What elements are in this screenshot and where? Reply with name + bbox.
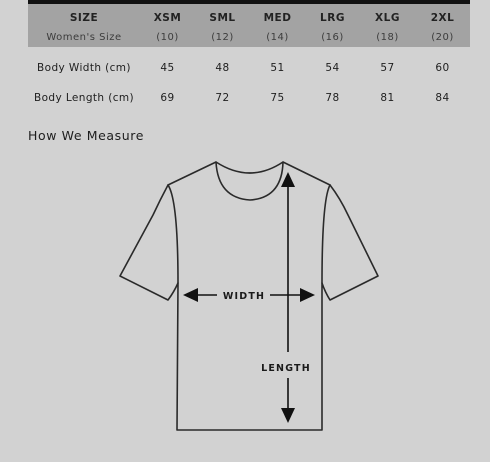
womens-size-label: Women's Size xyxy=(46,31,122,43)
womens-size-xsm: (10) xyxy=(156,31,179,43)
width-label: WIDTH xyxy=(222,291,266,302)
size-med: MED xyxy=(263,12,292,24)
womens-size-lrg: (16) xyxy=(321,31,344,43)
left-sleeve-seam xyxy=(168,185,178,283)
womens-size-xlg: (18) xyxy=(376,31,399,43)
body-width-xsm: 45 xyxy=(160,62,175,74)
body-width-label: Body Width (cm) xyxy=(37,62,131,74)
right-sleeve-seam xyxy=(322,185,330,283)
size-label: SIZE xyxy=(69,12,99,24)
body-length-label: Body Length (cm) xyxy=(34,92,134,104)
size-2xl: 2XL xyxy=(430,12,455,24)
size-lrg: LRG xyxy=(320,12,345,24)
womens-size-2xl: (20) xyxy=(431,31,454,43)
body-width-med: 51 xyxy=(270,62,285,74)
body-length-xlg: 81 xyxy=(380,92,395,104)
body-length-lrg: 78 xyxy=(325,92,340,104)
how-we-measure-title: How We Measure xyxy=(28,128,145,143)
body-length-2xl: 84 xyxy=(435,92,450,104)
size-xsm: XSM xyxy=(153,12,182,24)
body-length-med: 75 xyxy=(270,92,285,104)
length-label: LENGTH xyxy=(261,363,311,374)
body-width-2xl: 60 xyxy=(435,62,450,74)
size-sml: SML xyxy=(209,12,236,24)
body-width-sml: 48 xyxy=(215,62,230,74)
womens-size-med: (14) xyxy=(266,31,289,43)
body-width-xlg: 57 xyxy=(380,62,395,74)
womens-size-sml: (12) xyxy=(211,31,234,43)
size-xlg: XLG xyxy=(375,12,400,24)
body-length-sml: 72 xyxy=(215,92,230,104)
body-length-xsm: 69 xyxy=(160,92,175,104)
length-arrow xyxy=(281,172,295,423)
body-width-lrg: 54 xyxy=(325,62,340,74)
